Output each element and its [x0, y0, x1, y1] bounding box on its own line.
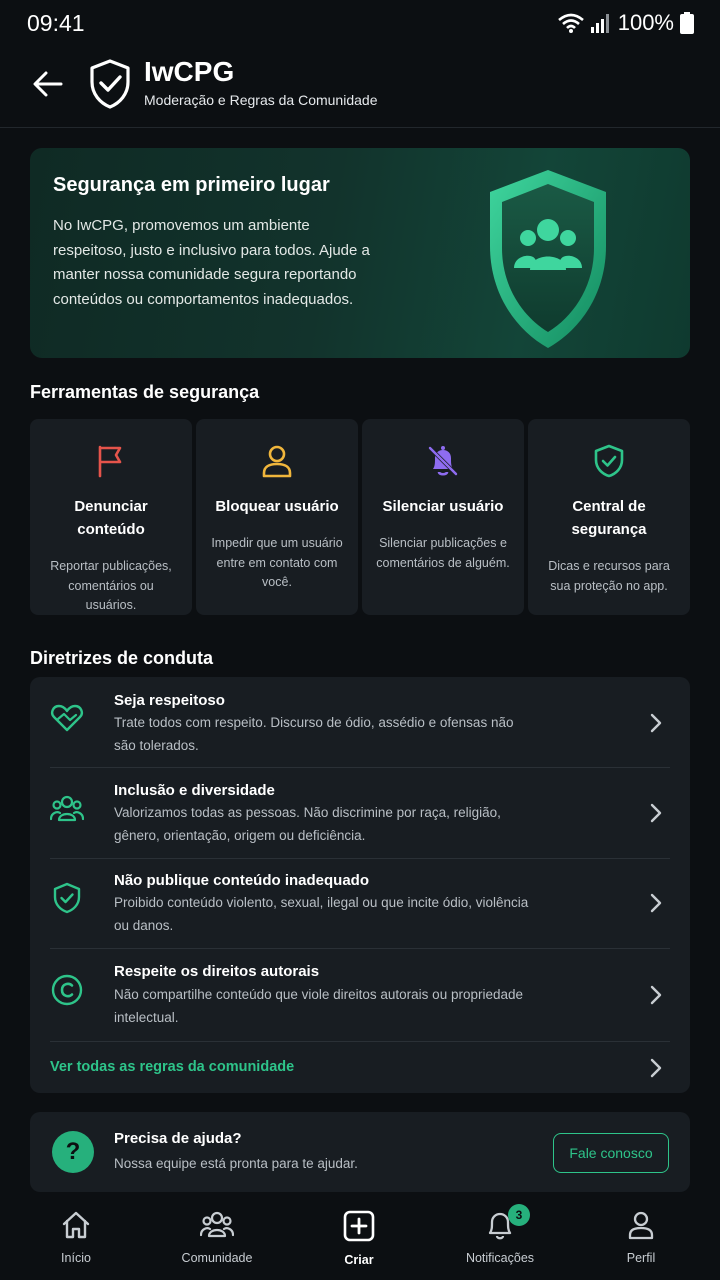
guidelines-section-title: Diretrizes de conduta: [30, 648, 214, 668]
tool-report-content[interactable]: [30, 419, 192, 615]
user-icon: [626, 1210, 656, 1240]
nav-label: Comunidade: [181, 1251, 253, 1265]
nav-label: Notificações: [465, 1251, 535, 1265]
nav-label: Início: [61, 1251, 91, 1265]
hero-title: Segurança em primeiro lugar: [53, 174, 330, 196]
arrow-left-icon: [33, 71, 63, 97]
tool-title: Bloquear usuário: [215, 498, 339, 515]
shield-check-icon: [50, 881, 84, 915]
guideline-inappropriate-content[interactable]: [30, 859, 690, 948]
shield-check-icon: [591, 443, 627, 479]
status-bar: [0, 0, 720, 46]
bottom-navigation: [0, 1198, 720, 1280]
notification-badge: 3: [508, 1204, 530, 1226]
heart-hands-icon: [50, 701, 84, 735]
shield-users-illustration-icon: [478, 164, 618, 354]
tool-desc: Silenciar publicações e comentários de alguém.: [376, 536, 510, 570]
chevron-right-icon: [646, 985, 666, 1005]
status-time: 09:41: [27, 9, 85, 36]
all-rules-link[interactable]: Ver todas as regras da comunidade: [50, 1059, 295, 1075]
guidelines-list: [30, 677, 690, 1093]
nav-home[interactable]: [16, 1210, 136, 1265]
tool-desc: Reportar publicações, comentários ou usuários.: [50, 559, 172, 612]
nav-label: Perfil: [626, 1251, 656, 1265]
battery-percent: 100%: [617, 10, 674, 35]
nav-profile[interactable]: [581, 1210, 701, 1265]
guideline-title: Inclusão e diversidade: [114, 782, 275, 799]
contact-us-button[interactable]: Fale conosco: [553, 1133, 669, 1173]
status-indicators: [558, 10, 694, 36]
nav-label: Criar: [344, 1253, 374, 1267]
nav-create[interactable]: [299, 1210, 419, 1267]
guideline-title: Seja respeitoso: [114, 692, 225, 709]
tool-safety-center[interactable]: [528, 419, 690, 615]
guideline-copyright[interactable]: [30, 949, 690, 1041]
tool-title: Silenciar usuário: [382, 498, 504, 515]
nav-community[interactable]: [157, 1210, 277, 1265]
tool-title: Denunciar conteúdo: [74, 498, 148, 538]
help-title: Precisa de ajuda?: [114, 1130, 242, 1147]
guideline-desc: Valorizamos todas as pessoas. Não discrimine por raça, religião, gênero, orientação, origem ou deficiência.: [114, 805, 501, 843]
user-icon: [259, 443, 295, 479]
users-icon: [200, 1210, 234, 1240]
help-desc: Nossa equipe está pronta para te ajudar.: [114, 1156, 358, 1171]
tool-desc: Impedir que um usuário entre em contato com você.: [211, 536, 343, 589]
guideline-desc: Trate todos com respeito. Discurso de ódio, assédio e ofensas não são tolerados.: [114, 715, 514, 753]
tool-block-user[interactable]: [196, 419, 358, 615]
header-text: [144, 56, 377, 111]
chevron-right-icon: [646, 893, 666, 913]
chevron-right-icon: [646, 803, 666, 823]
home-icon: [61, 1210, 91, 1240]
guideline-title: Não publique conteúdo inadequado: [114, 872, 369, 889]
back-button[interactable]: [30, 66, 66, 102]
chevron-right-icon[interactable]: [646, 1058, 666, 1078]
signal-icon: [590, 13, 612, 33]
chevron-right-icon: [646, 713, 666, 733]
safety-tools-grid: [30, 419, 690, 615]
page-title: IwCPG: [144, 56, 235, 87]
tools-section-title: Ferramentas de segurança: [30, 382, 260, 402]
hero-text: No IwCPG, promovemos um ambiente respeitoso, justo e inclusivo para todos. Ajude a manter nossa comunidade segura reportando conteúdos ou comportamentos inadequados.: [53, 217, 370, 308]
copyright-icon: [50, 973, 84, 1007]
tool-title: Central de segurança: [571, 498, 647, 538]
battery-icon: [680, 12, 694, 34]
shield-check-icon: [88, 58, 132, 110]
help-question-icon: ?: [52, 1131, 94, 1173]
bell-off-icon: [425, 443, 461, 479]
safety-hero-card: [30, 148, 690, 358]
wifi-icon: [558, 13, 584, 33]
page-subtitle: Moderação e Regras da Comunidade: [144, 92, 378, 108]
divider: [50, 1041, 670, 1042]
guideline-inclusion[interactable]: [30, 768, 690, 858]
tool-desc: Dicas e recursos para sua proteção no app.: [548, 559, 670, 593]
guideline-desc: Proibido conteúdo violento, sexual, ilegal ou que incite ódio, violência ou danos.: [114, 895, 529, 933]
app-header: [0, 48, 720, 128]
guideline-desc: Não compartilhe conteúdo que viole direitos autorais ou propriedade intelectual.: [114, 987, 524, 1025]
help-card: [30, 1112, 690, 1192]
users-icon: [50, 792, 84, 826]
tool-mute-user[interactable]: [362, 419, 524, 615]
nav-notifications[interactable]: [440, 1210, 560, 1265]
guideline-title: Respeite os direitos autorais: [114, 963, 320, 980]
plus-square-icon: [343, 1210, 375, 1242]
guideline-respect[interactable]: [30, 677, 690, 767]
flag-icon: [93, 443, 129, 479]
